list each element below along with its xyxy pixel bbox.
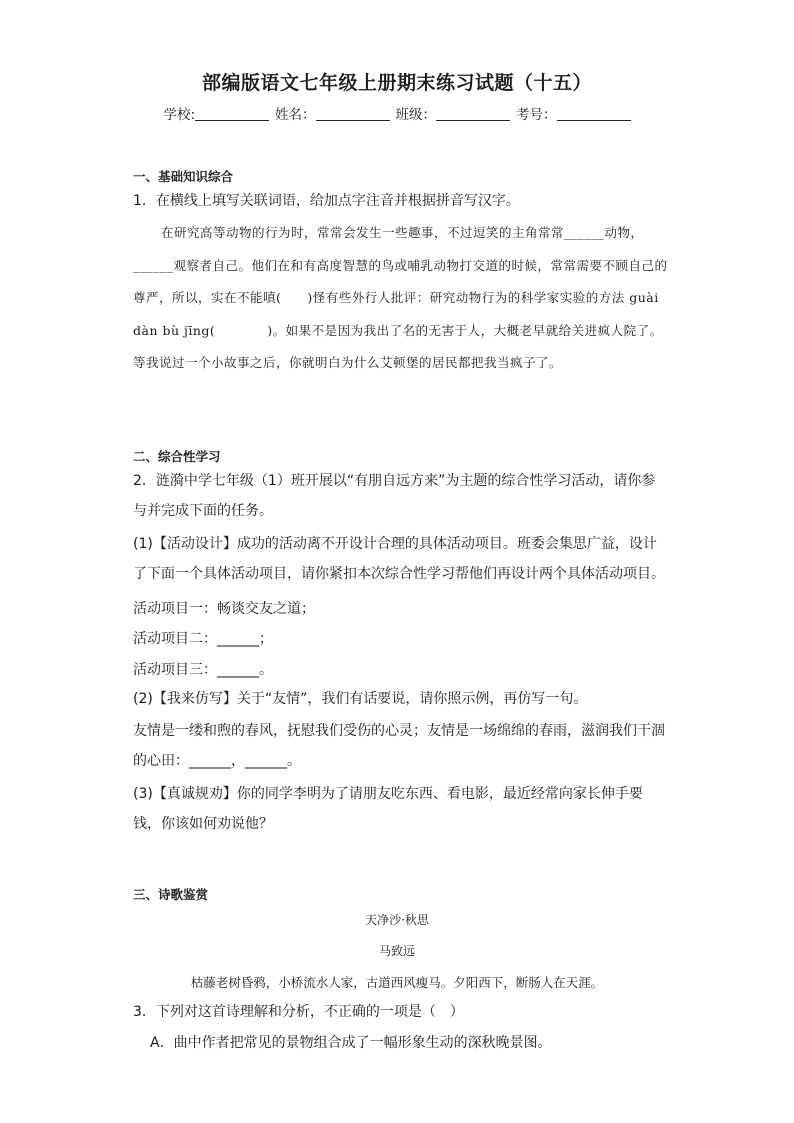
school-label: 学校: (163, 107, 196, 123)
poem-body: 枯藤老树昏鸦，小桥流水人家，古道西风瘦马。夕阳西下，断肠人在天涯。 (190, 975, 604, 990)
class-blank[interactable] (436, 106, 510, 121)
exam-number-label: 考号： (516, 107, 557, 123)
question-2-part-1: (1)【活动设计】成功的活动离不开设计合理的具体活动项目。班委会集思广益，设计了下面一个具体活动项目，请你紧扣本次综合性学习帮他们再设计两个具体活动项目。 (133, 536, 665, 582)
activity-item-2: 活动项目二：______； (133, 631, 273, 647)
question-1-passage: 在研究高等动物的行为时，常常会发生一些趣事，不过逗笑的主角常常______动物，______观察者自己。他们在和有高度智慧的鸟或哺乳动物打交道的时候，常常需要不顾自己的尊严，所以，实在不能嗔( )怪有些外行人批评：研究动物行为的科学家实验的方法 guài dàn bù jīng( )。如果不是因为我出了名的无害于人，大概老早就给关进疯人院了。等我说过一个小故事之后，你就明白为什么艾顿堡的居民都把我当疯子了。 (133, 225, 668, 370)
question-1-stem: 1．在横线上填写关联词语，给加点字注音并根据拼音写汉字。 (133, 193, 520, 209)
question-2-part-3: (3)【真诚规劝】你的同学李明为了请朋友吃东西、看电影，最近经常向家长伸手要钱，你该如何劝说他？ (133, 786, 643, 832)
name-blank[interactable] (316, 106, 390, 121)
section-heading-poetry-appreciation: 三、诗歌鉴赏 (133, 887, 209, 902)
question-2-part-2: (2)【我来仿写】关于“友情”，我们有话要说，请你照示例，再仿写一句。 (133, 691, 588, 707)
exam-number-blank[interactable] (557, 106, 631, 121)
question-2-part-2-example: 友情是一缕和煦的春风，抚慰我们受伤的心灵；友情是一场绵绵的春雨，滋润我们干涸的心田：______，______。 (133, 723, 665, 769)
name-label: 姓名： (275, 107, 316, 123)
section-heading-comprehensive-learning: 二、综合性学习 (133, 449, 221, 464)
question-2-stem: 2．涟漪中学七年级（1）班开展以“有朋自远方来”为主题的综合性学习活动，请你参与并完成下面的任务。 (133, 473, 656, 519)
page-title: 部编版语文七年级上册期末练习试题（十五） (201, 72, 592, 94)
question-3-stem: 3．下列对这首诗理解和分析，不正确的一项是（ ） (133, 1004, 464, 1020)
activity-item-1: 活动项目一：畅谈交友之道； (133, 601, 315, 617)
class-label: 班级： (395, 107, 437, 123)
school-blank[interactable] (195, 106, 269, 121)
student-info-row (0, 103, 794, 123)
activity-item-3: 活动项目三：______。 (133, 662, 273, 678)
poem-title: 天净沙·秋思 (365, 913, 429, 927)
section-heading-basic-knowledge: 一、基础知识综合 (133, 169, 234, 184)
question-3-option-a[interactable]: A．曲中作者把常见的景物组合成了一幅形象生动的深秋晚景图。 (150, 1035, 552, 1051)
poem-author: 马致远 (378, 944, 415, 958)
